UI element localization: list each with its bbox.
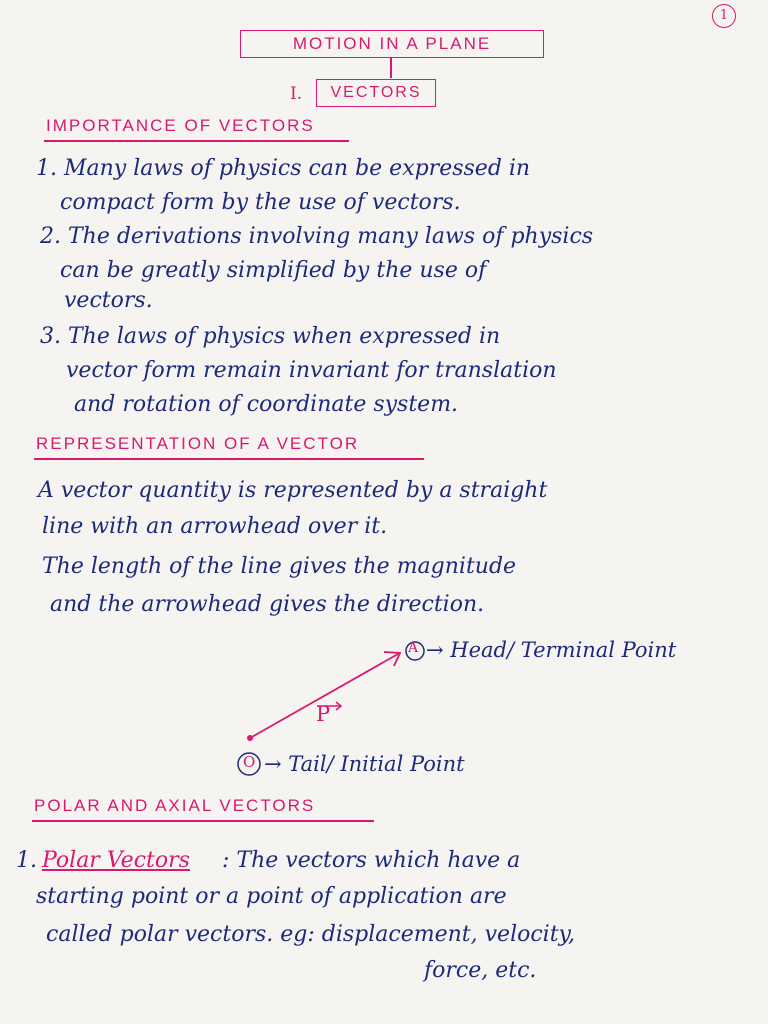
importance-heading: IMPORTANCE OF VECTORS [46,116,315,135]
head-letter: A [408,640,419,656]
representation-heading: REPRESENTATION OF A VECTOR [36,434,360,453]
importance-line-3: 2. The derivations involving many laws of physics [40,224,594,249]
tail-letter: O [243,753,256,771]
importance-line-1: 1. Many laws of physics can be expressed in [36,156,531,181]
section-number: I. [290,84,303,104]
importance-line-8: and rotation of coordinate system. [74,392,459,417]
representation-line-3: The length of the line gives the magnitude [42,554,517,579]
representation-line-1: A vector quantity is represented by a straight [38,478,548,503]
polar-line-3: called polar vectors. eg: displacement, velocity, [46,922,576,947]
head-label: → Head/ Terminal Point [426,638,677,662]
tail-label: → Tail/ Initial Point [264,752,465,776]
polar-term: Polar Vectors [42,848,190,873]
vector-label: P [316,702,331,726]
importance-line-7: vector form remain invariant for translation [66,358,557,383]
page-number: 1 [712,4,736,28]
importance-line-2: compact form by the use of vectors. [60,190,461,215]
importance-line-6: 3. The laws of physics when expressed in [40,324,501,349]
polar-line-1: : The vectors which have a [222,848,521,873]
polar-axial-underline [32,820,374,822]
page-title: MOTION IN A PLANE [240,30,544,58]
polar-line-2: starting point or a point of application are [36,884,507,909]
polar-item-number: 1. [16,848,37,873]
section-title: VECTORS [316,79,436,107]
importance-line-4: can be greatly simplified by the use of [60,258,487,283]
tail-dot [247,735,253,741]
representation-line-2: line with an arrowhead over it. [42,514,388,539]
representation-line-4: and the arrowhead gives the direction. [50,592,485,617]
importance-line-5: vectors. [64,288,153,313]
polar-axial-heading: POLAR AND AXIAL VECTORS [34,796,316,815]
polar-line-4: force, etc. [424,958,537,983]
